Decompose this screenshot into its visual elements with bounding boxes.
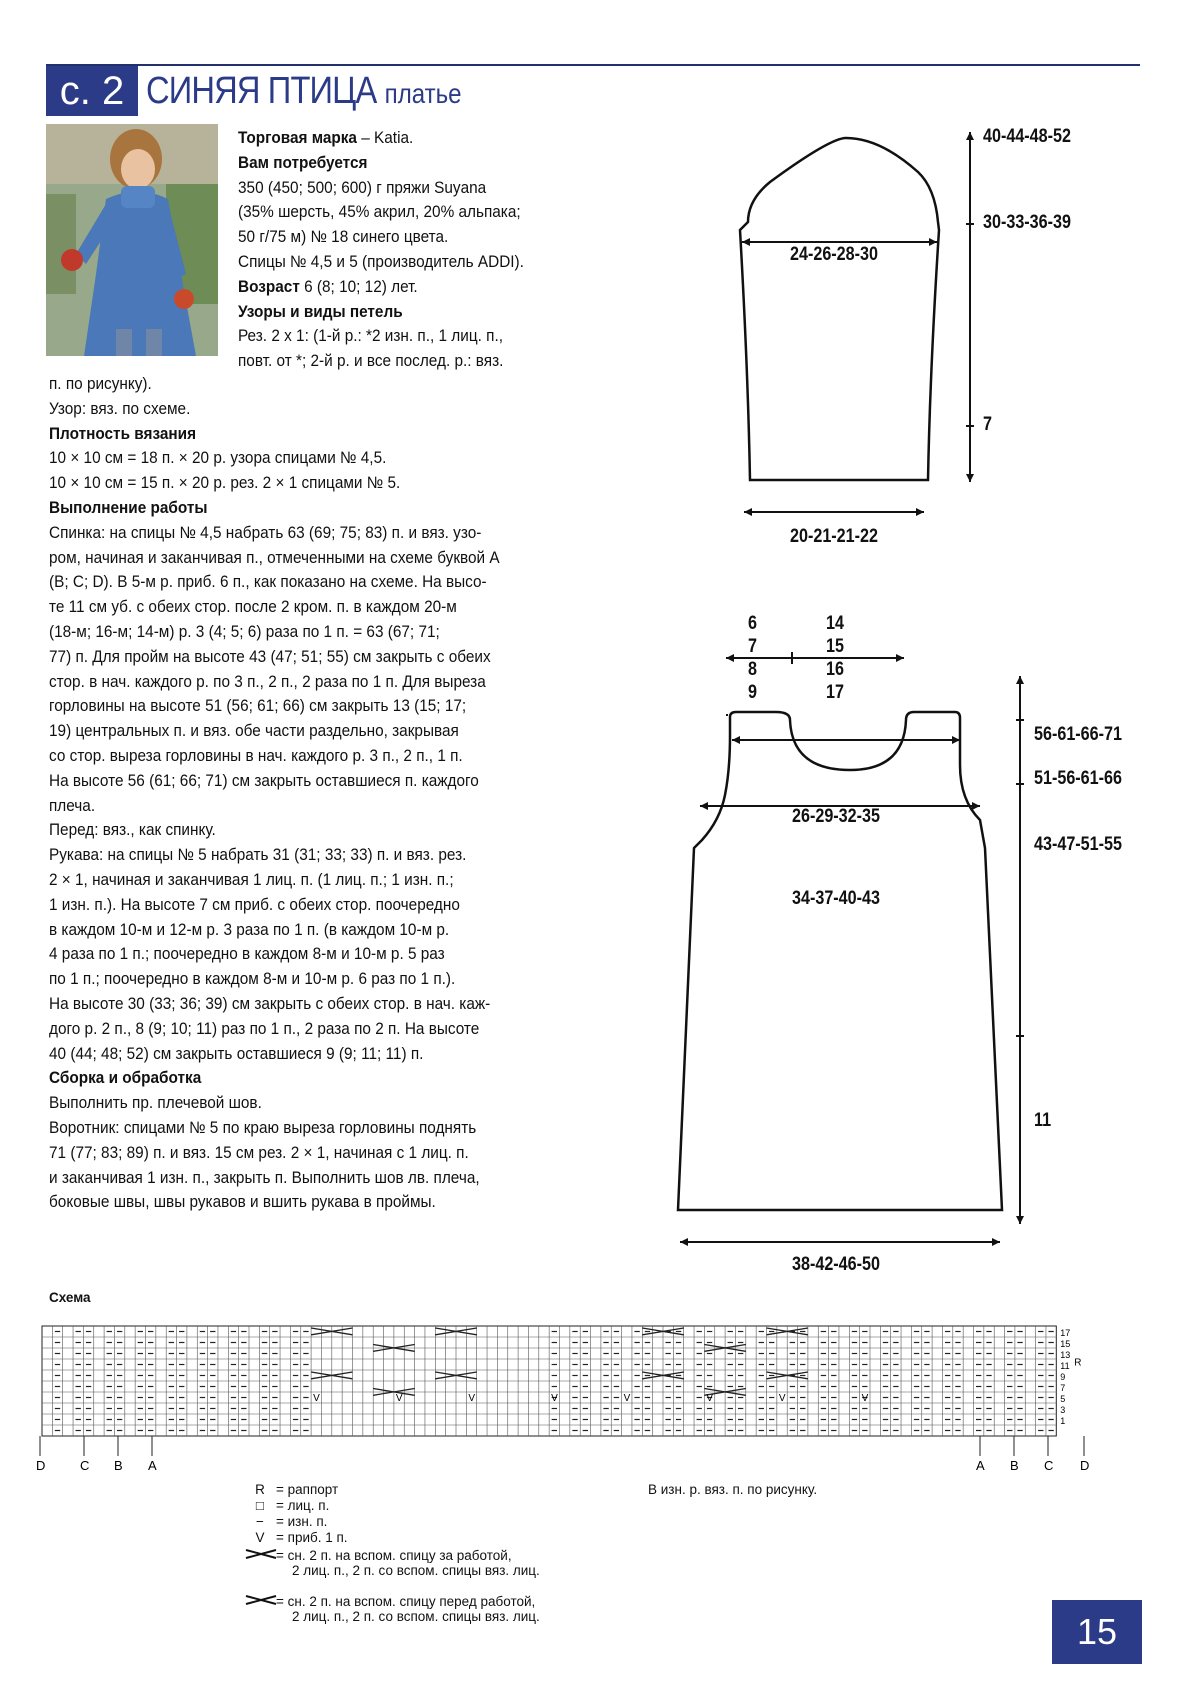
body-line: [49, 843, 500, 868]
text: 10 × 10 см = 18 п. × 20 р. узора спицами № 4,5.: [49, 449, 387, 468]
text: дого р. 2 п., 8 (9; 10; 11) раз по 1 п., 2 раза по 2 п. На высоте: [49, 1019, 480, 1038]
girl-in-dress-image: [46, 124, 218, 356]
sleeve-width-top-label: 24-26-28-30: [790, 244, 879, 265]
body-line: [49, 1166, 500, 1191]
instructions-text: [49, 372, 534, 1215]
shoulder-value: 8: [748, 659, 757, 680]
body-line: [49, 670, 500, 695]
increase-mark: V: [706, 1393, 714, 1404]
rapport-mark: R: [1074, 1357, 1082, 1369]
dress-h2-label: 51-56-61-66: [1034, 768, 1123, 789]
intro-line: [238, 300, 524, 325]
text: Спицы № 4,5 и 5 (производитель ADDI).: [238, 252, 524, 271]
text: Узор: вяз. по схеме.: [49, 399, 191, 418]
legend-item: [244, 1514, 327, 1529]
legend-text-2: 2 лиц. п., 2 п. со вспом. спицы вяз. лиц.: [292, 1609, 540, 1624]
title-sub: платье: [384, 78, 462, 109]
dress-outline: [678, 712, 1002, 1210]
text: 350 (450; 500; 600) г пряжи Suyana: [238, 178, 487, 197]
cable-left-icon: [244, 1546, 276, 1563]
shoulder-value: 15: [826, 636, 844, 657]
body-line: [49, 1066, 500, 1091]
row-number: 7: [1060, 1383, 1066, 1393]
title-main: СИНЯЯ ПТИЦА: [146, 70, 377, 112]
text: (35% шерсть, 45% акрил, 20% альпака;: [238, 203, 521, 222]
column-letter: D: [1080, 1458, 1090, 1473]
legend-symbol: −: [256, 1514, 264, 1529]
body-line: [49, 546, 500, 571]
body-line: [49, 1017, 500, 1042]
body-line: [49, 818, 500, 843]
heading: Торговая марка: [238, 129, 357, 147]
intro-line: [238, 126, 524, 151]
knitting-chart: [36, 1320, 1160, 1480]
body-line: [49, 694, 500, 719]
body-line: [49, 1042, 500, 1067]
increase-mark: V: [551, 1393, 558, 1404]
shoulder-col-right: [826, 612, 844, 704]
column-letter: B: [1010, 1458, 1019, 1473]
body-line: [49, 1091, 500, 1116]
text: по 1 п.; поочередно в каждом 8-м и 10-м р. 6 раз по 1 п.).: [49, 970, 456, 989]
intro-line: [238, 200, 524, 225]
increase-mark: V: [778, 1393, 786, 1404]
heading: Сборка и обработка: [49, 1069, 202, 1088]
body-line: [49, 397, 500, 422]
chart-label: Схема: [49, 1290, 91, 1305]
text: 10 × 10 см = 15 п. × 20 р. рез. 2 × 1 спицами № 5.: [49, 474, 401, 493]
text: Спинка: на спицы № 4,5 набрать 63 (69; 75; 83) п. и вяз. узо-: [49, 523, 482, 542]
text: Перед: вяз., как спинку.: [49, 821, 216, 840]
text: со стор. выреза горловины в нач. каждого р. 3 п., 2 п., 1 п.: [49, 746, 463, 765]
body-line: [49, 521, 500, 546]
shoulder-value: 7: [748, 636, 757, 657]
intro-line: [238, 349, 524, 374]
increase-mark: V: [313, 1393, 320, 1404]
row-number: 1: [1060, 1416, 1066, 1426]
text: 19) центральных п. и вяз. обе части раздельно, закрывая: [49, 722, 459, 741]
body-line: [49, 620, 500, 645]
pattern-code: с. 2: [46, 66, 138, 116]
legend-item: [244, 1482, 338, 1497]
legend-item: [244, 1546, 540, 1578]
text: в каждом 10-м и 12-м р. 3 раза по 1 п. (в каждом 10-м р.: [49, 920, 450, 939]
body-line: [49, 471, 500, 496]
column-letter: A: [976, 1458, 985, 1473]
dress-w2-label: 34-37-40-43: [792, 888, 881, 909]
row-number: 3: [1060, 1405, 1066, 1415]
row-number: 15: [1060, 1339, 1071, 1349]
body-line: [49, 446, 500, 471]
dress-h3-label: 43-47-51-55: [1034, 834, 1123, 855]
body-line: [49, 918, 500, 943]
page-title: [146, 70, 462, 113]
increase-mark: V: [623, 1393, 631, 1404]
text: стор. в нач. каждого р. по 3 п., 2 п., 2 раза по 1 п. Для выреза: [49, 672, 486, 691]
shoulder-col-left: [748, 612, 757, 704]
increase-mark: V: [468, 1393, 476, 1404]
text: Выполнить пр. плечевой шов.: [49, 1094, 262, 1113]
heading: Возраст: [238, 277, 300, 296]
text: 71 (77; 83; 89) п. и вяз. 15 см рез. 2 × 1, начиная с 1 лиц. п.: [49, 1143, 469, 1162]
legend-text: = сн. 2 п. на вспом. спицу перед работой,: [276, 1594, 536, 1609]
model-photo: [46, 124, 218, 356]
legend-text: = приб. 1 п.: [276, 1530, 348, 1545]
text: (B; C; D). В 5-м р. приб. 6 п., как показано на схеме. На высо-: [49, 573, 487, 592]
text: Рез. 2 х 1: (1-й р.: *2 изн. п., 1 лиц. п.,: [238, 327, 503, 346]
column-letter: C: [1044, 1458, 1054, 1473]
increase-mark: V: [395, 1393, 403, 1404]
cable-right-icon: [244, 1592, 276, 1609]
body-line: [49, 992, 500, 1017]
text: 50 г/75 м) № 18 синего цвета.: [238, 228, 449, 247]
text: 6 (8; 10; 12) лет.: [299, 277, 418, 296]
column-letter: B: [114, 1458, 123, 1473]
dress-h1-label: 56-61-66-71: [1034, 724, 1123, 745]
legend-item: [244, 1498, 329, 1513]
text: На высоте 30 (33; 36; 39) см закрыть с обеих стор. в нач. каж-: [49, 994, 491, 1013]
body-line: [49, 1141, 500, 1166]
sleeve-mid-label: 30-33-36-39: [983, 212, 1072, 233]
body-line: [49, 744, 500, 769]
body-line: [49, 1116, 500, 1141]
heading: Вам потребуется: [238, 153, 368, 172]
column-letter: D: [36, 1458, 46, 1473]
body-line: [49, 967, 500, 992]
legend-symbol: R: [255, 1482, 265, 1497]
text: 1 изн. п.). На высоте 7 см приб. с обеих стор. поочередно: [49, 895, 460, 914]
body-line: [49, 769, 500, 794]
body-line: [49, 645, 500, 670]
shoulder-value: 6: [748, 613, 757, 634]
text: повт. от *; 2-й р. и все послед. р.: вяз.: [238, 352, 504, 371]
text: – Katia.: [356, 129, 414, 147]
column-letter: C: [80, 1458, 90, 1473]
heading: Выполнение работы: [49, 498, 208, 517]
body-line: [49, 868, 500, 893]
text: 77) п. Для пройм на высоте 43 (47; 51; 55) см закрыть с обеих: [49, 647, 491, 666]
page-number: 15: [1052, 1600, 1142, 1664]
shoulder-value: 16: [826, 659, 844, 680]
row-number: 9: [1060, 1372, 1066, 1382]
sleeve-outline: [740, 138, 939, 480]
intro-line: [238, 324, 524, 349]
body-line: [49, 595, 500, 620]
body-line: [49, 570, 500, 595]
dress-schematic: [660, 600, 1160, 1250]
row-number: 5: [1060, 1394, 1066, 1404]
intro-line: [238, 225, 524, 250]
sleeve-top-label: 40-44-48-52: [983, 126, 1072, 147]
text: те 11 см уб. с обеих стор. после 2 кром. п. в каждом 20-м: [49, 598, 457, 617]
text: горловины на высоте 51 (56; 61; 66) см закрыть 13 (15; 17;: [49, 697, 467, 716]
text: п. по рисунку).: [49, 375, 152, 393]
legend-text: = раппорт: [276, 1482, 339, 1497]
row-number: 17: [1060, 1328, 1071, 1338]
dress-w3-label: 38-42-46-50: [792, 1254, 881, 1275]
body-line: [49, 719, 500, 744]
intro-line: [238, 250, 524, 275]
text: и заканчивая 1 изн. п., закрыть п. Выполнить шов лв. плеча,: [49, 1168, 480, 1187]
legend-text: = изн. п.: [276, 1514, 328, 1529]
sleeve-bottom-label: 7: [983, 414, 992, 435]
body-line: [49, 1190, 500, 1215]
text: Воротник: спицами № 5 по краю выреза горловины поднять: [49, 1118, 477, 1137]
legend-item: [244, 1592, 540, 1624]
top-rule: [46, 64, 1140, 66]
text: плеча.: [49, 796, 96, 815]
shoulder-value: 17: [826, 682, 844, 703]
sleeve-width-bottom-label: 20-21-21-22: [790, 526, 879, 547]
text: 2 × 1, начиная и заканчивая 1 лиц. п. (1 лиц. п.; 1 изн. п.;: [49, 870, 454, 889]
body-line: [49, 794, 500, 819]
heading: Плотность вязания: [49, 424, 197, 443]
body-line: [49, 422, 500, 447]
text: боковые швы, швы рукавов и вшить рукава в проймы.: [49, 1193, 436, 1212]
intro-line: [238, 176, 524, 201]
text: На высоте 56 (61; 66; 71) см закрыть оставшиеся п. каждого: [49, 771, 479, 790]
legend-symbol: □: [255, 1498, 265, 1513]
body-line: [49, 942, 500, 967]
body-line: [49, 496, 500, 521]
column-letter: A: [148, 1458, 157, 1473]
body-line: [49, 893, 500, 918]
text: 4 раза по 1 п.; поочередно в каждом 8-м и 10-м р. 5 раз: [49, 945, 445, 964]
dress-w1-label: 26-29-32-35: [792, 806, 881, 827]
row-number: 13: [1060, 1350, 1071, 1360]
shoulder-value: 9: [748, 682, 757, 703]
text: Рукава: на спицы № 5 набрать 31 (31; 33; 33) п. и вяз. рез.: [49, 846, 467, 865]
heading: Узоры и виды петель: [238, 302, 403, 321]
text: (18-м; 16-м; 14-м) р. 3 (4; 5; 6) раза по 1 п. = 63 (67; 71;: [49, 622, 440, 641]
shoulder-value: 14: [826, 613, 844, 634]
dress-h4-label: 11: [1034, 1110, 1052, 1131]
legend-text-2: 2 лиц. п., 2 п. со вспом. спицы вяз. лиц.: [292, 1563, 540, 1578]
legend-text: = сн. 2 п. на вспом. спицу за работой,: [276, 1548, 512, 1563]
legend-symbol: V: [255, 1530, 265, 1545]
chart-note: В изн. р. вяз. п. по рисунку.: [648, 1482, 818, 1497]
sleeve-schematic: [730, 120, 1150, 560]
legend-item: [244, 1530, 348, 1545]
increase-mark: V: [861, 1393, 869, 1404]
intro-text: [238, 126, 545, 374]
text: 40 (44; 48; 52) см закрыть оставшиеся 9 (9; 11; 11) п.: [49, 1044, 424, 1063]
legend-text: = лиц. п.: [276, 1498, 330, 1513]
row-number: 11: [1060, 1361, 1070, 1371]
intro-line: [238, 151, 524, 176]
body-line: [49, 372, 500, 397]
text: ром, начиная и заканчивая п., отмеченными на схеме буквой А: [49, 548, 500, 567]
intro-line: [238, 275, 524, 300]
